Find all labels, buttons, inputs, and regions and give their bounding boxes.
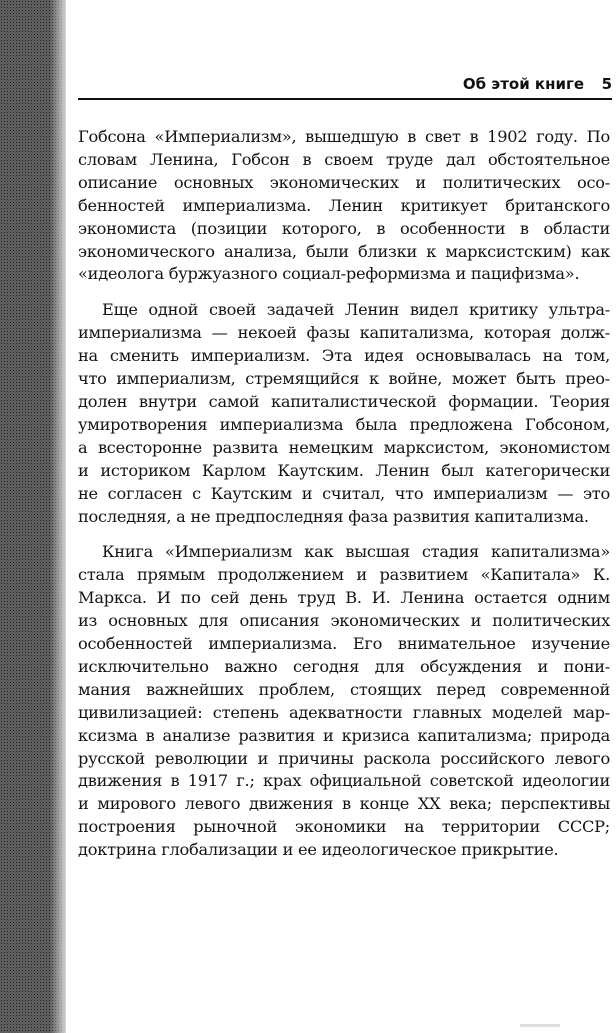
text-line: стала прямым продолжением и развитием «Капитала» К. [78, 565, 610, 585]
paragraph-2 [78, 299, 610, 528]
text-line: построения рыночной экономики на территории СССР; [78, 817, 610, 837]
text-line: ксизма в анализе развития и кризиса капитализма; природа [78, 725, 610, 745]
text-line: особенностей империализма. Его внимательное изучение [78, 634, 610, 654]
scanned-page-edge [0, 0, 66, 1033]
text-line: долен внутри самой капиталистической формации. Теория [78, 391, 610, 411]
text-line: «идеолога буржуазного социал-реформизма и пацифизма». [78, 264, 580, 284]
text-line: не согласен с Каутским и считал, что империализм — это [78, 483, 610, 503]
text-line: цивилизацией: степень адекватности главных моделей мар- [78, 702, 610, 722]
text-line: умиротворения империализма была предложена Гобсоном, [78, 414, 610, 434]
text-line: движения в 1917 г.; крах официальной советской идеологии [78, 771, 610, 791]
text-line: мания важнейших проблем, стоящих перед современной [78, 679, 610, 699]
page-number: 5 [601, 75, 612, 93]
text-line: исключительно важно сегодня для обсуждения и пони- [78, 656, 610, 676]
book-text [78, 126, 610, 875]
text-line: а всесторонне развита немецким марксистом, экономистом [78, 437, 610, 457]
text-line: русской революции и причины раскола российского левого [78, 748, 610, 768]
text-line: и историком Карлом Каутским. Ленин был категорически [78, 460, 610, 480]
page-bottom-mark [520, 1024, 560, 1027]
text-line: на сменить империализм. Эта идея основывалась на том, [78, 346, 610, 366]
text-line: и мирового левого движения в конце XX века; перспективы [78, 794, 610, 814]
text-line: описание основных экономических и политических осо- [78, 172, 610, 192]
running-header [78, 72, 612, 100]
text-line: доктрина глобализации и ее идеологическое прикрытие. [78, 840, 559, 860]
text-line: империализма — некоей фазы капитализма, которая долж- [78, 323, 610, 343]
text-line: Книга «Империализм как высшая стадия капитализма» [102, 542, 610, 562]
text-line: Еще одной своей задачей Ленин видел критику ультра- [102, 300, 610, 320]
text-line: словам Ленина, Гобсон в своем труде дал обстоятельное [78, 149, 610, 169]
text-line: Гобсона «Империализм», вышедшую в свет в 1902 году. По [78, 127, 610, 146]
text-line: последняя, а не предпоследняя фаза развития капитализма. [78, 506, 589, 526]
paragraph-3 [78, 541, 610, 862]
text-line: что империализм, стремящийся к войне, может быть прео- [78, 369, 610, 389]
text-line: экономиста (позиции которого, в особенности в области [78, 218, 610, 238]
text-line: из основных для описания экономических и политических [78, 611, 610, 631]
text-line: экономического анализа, были близки к марксистским) как [78, 241, 610, 261]
running-title: Об этой книге [462, 75, 584, 93]
text-line: бенностей империализма. Ленин критикует британского [78, 195, 610, 215]
paragraph-1 [78, 126, 610, 286]
text-line: Маркса. И по сей день труд В. И. Ленина остается одним [78, 588, 610, 608]
